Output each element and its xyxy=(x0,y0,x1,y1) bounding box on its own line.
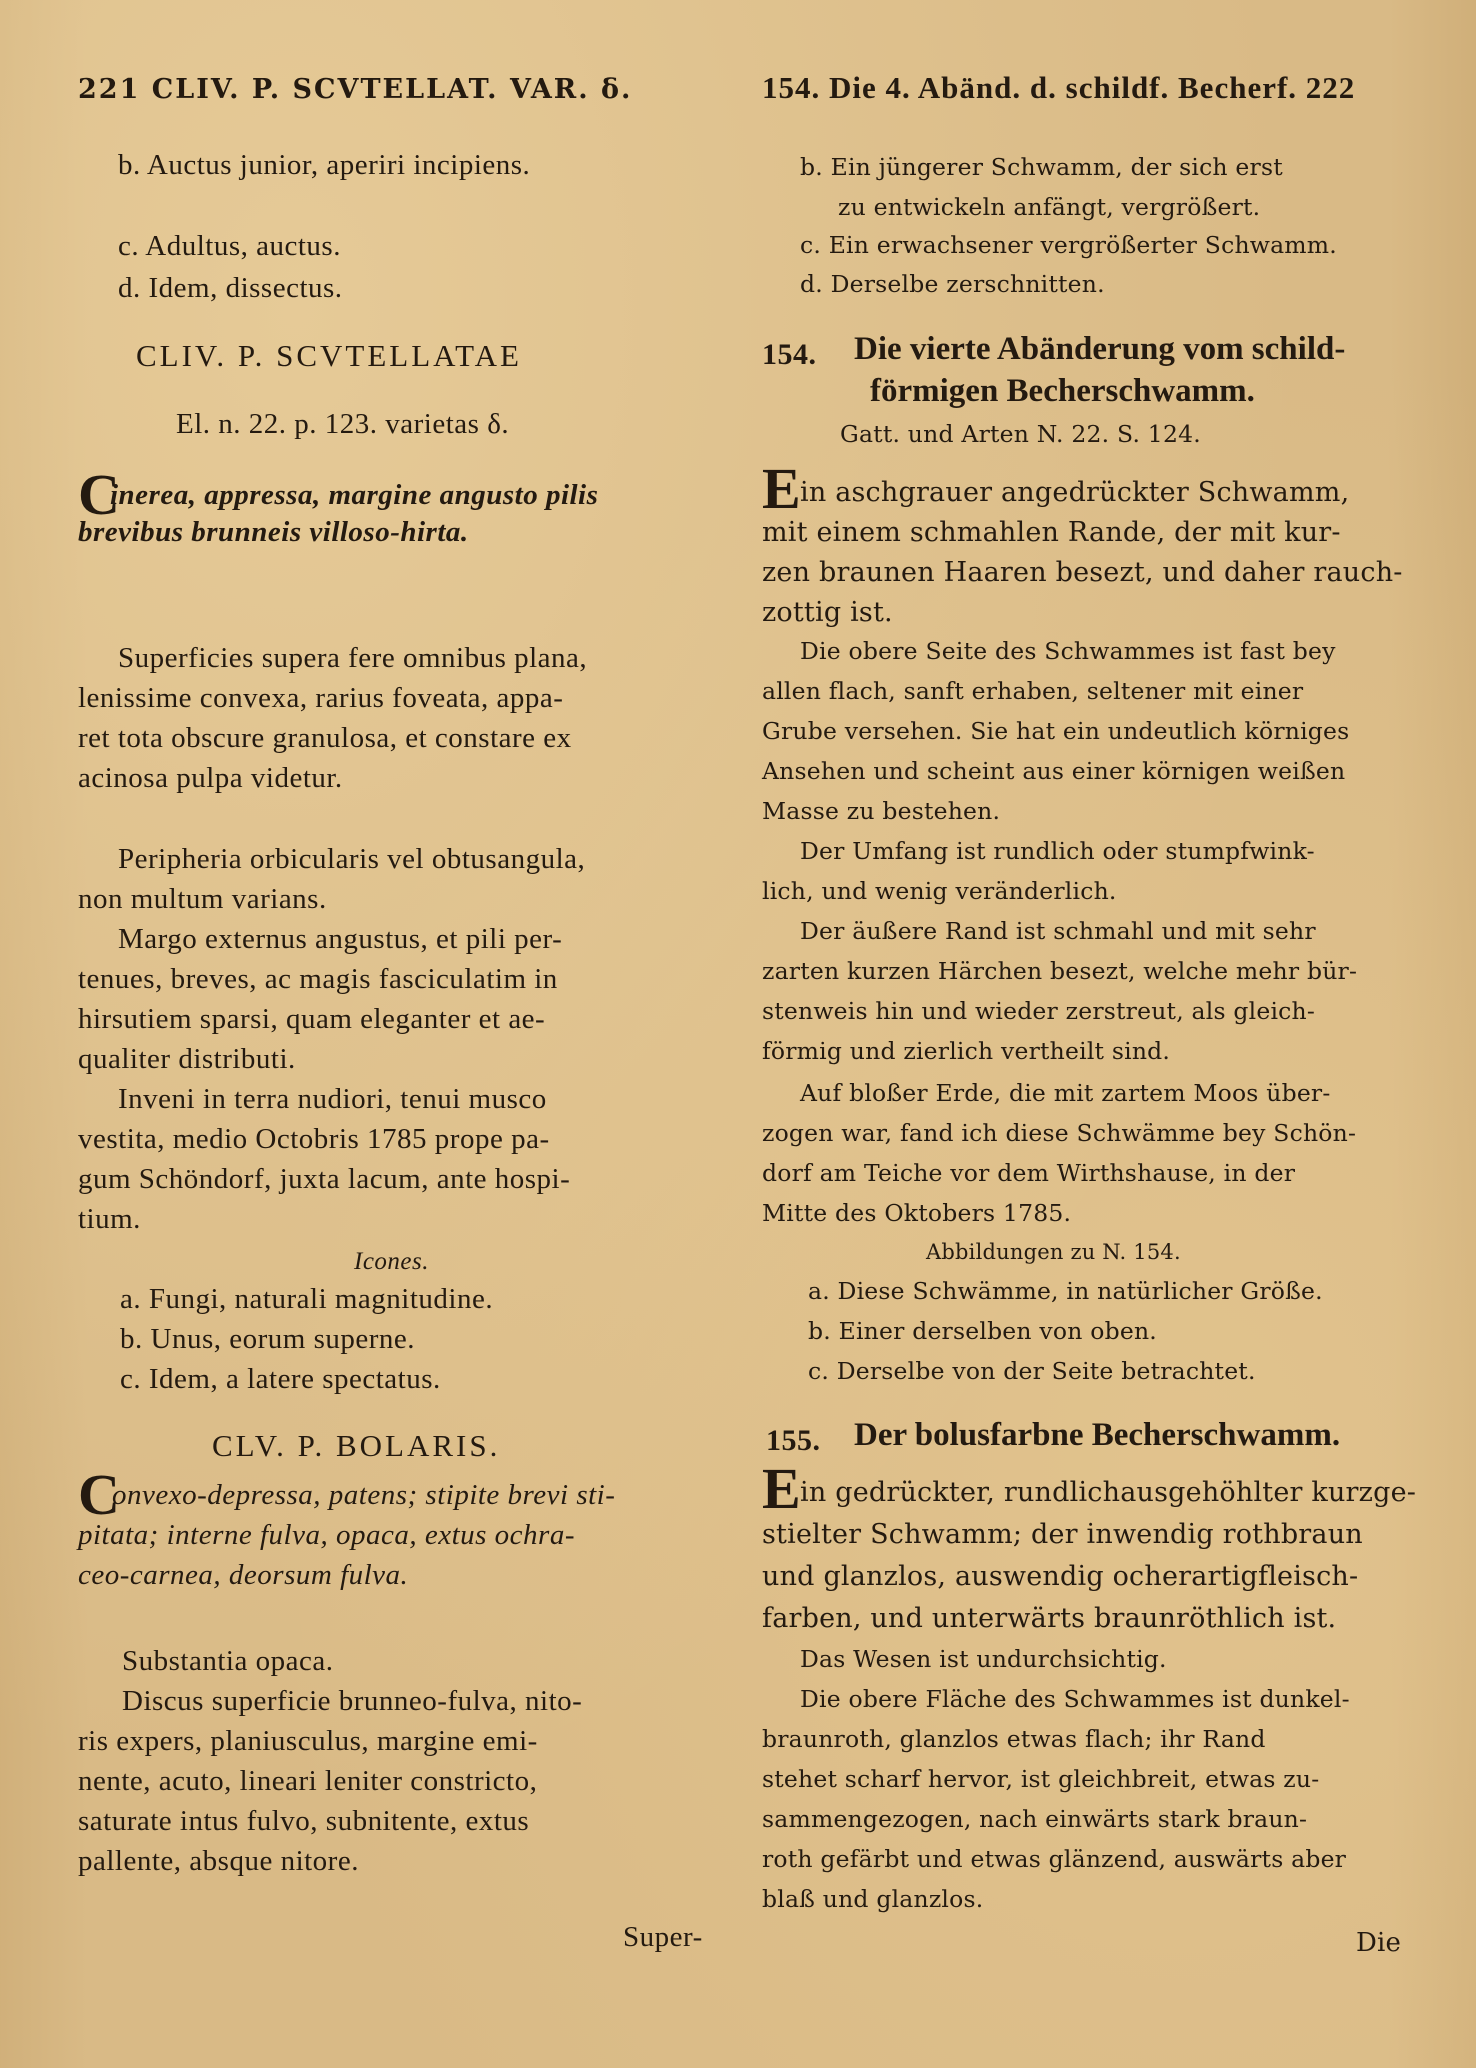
left-item-b: b. Auctus junior, aperiri incipiens. xyxy=(118,149,531,181)
left-icon-item-b: b. Unus, eorum superne. xyxy=(120,1323,416,1355)
right-para4-line3: dorf am Teiche vor dem Wirthshause, in der xyxy=(762,1159,1296,1187)
left-para2-line2: non multum varians. xyxy=(78,883,327,915)
right-sec154-title-line2: förmigen Becherschwamm. xyxy=(870,373,1255,409)
right-para1-line1: Die obere Seite des Schwammes ist fast bey xyxy=(800,637,1336,665)
right-sec155-number: 155. xyxy=(766,1424,821,1457)
right-para3-line2: zarten kurzen Härchen besezt, welche mehr bür- xyxy=(762,957,1358,985)
left-icones-heading: Icones. xyxy=(354,1248,429,1275)
right-para6-line6: blaß und glanzlos. xyxy=(762,1885,984,1913)
left-para6-line3: nente, acuto, lineari leniter constricto, xyxy=(78,1765,538,1797)
right-para5: Das Wesen ist undurchsichtig. xyxy=(800,1645,1167,1673)
left-para1-line4: acinosa pulpa videtur. xyxy=(78,762,343,794)
left-para3-line1: Margo externus angustus, et pili per- xyxy=(118,923,563,955)
right-para6-line1: Die obere Fläche des Schwammes ist dunkel- xyxy=(800,1685,1350,1713)
right-sec154-title-line1: Die vierte Abänderung vom schild- xyxy=(854,331,1346,367)
right-item-b-line2: zu entwickeln anfängt, vergrößert. xyxy=(838,193,1261,221)
right-para3-line3: stenweis hin und wieder zerstreut, als gleich- xyxy=(762,997,1316,1025)
left-para1-line2: lenissime convexa, rarius foveata, appa- xyxy=(78,682,564,714)
left-sec155-diagnosis-3: ceo-carnea, deorsum fulva. xyxy=(78,1559,409,1591)
left-catchword: Super- xyxy=(623,1921,703,1953)
left-sec154-title: CLIV. P. SCVTELLATAE xyxy=(136,338,522,373)
left-para2-line1: Peripheria orbicularis vel obtusangula, xyxy=(118,843,586,875)
right-para1-line5: Masse zu bestehen. xyxy=(762,797,1001,825)
right-para4-line1: Auf bloßer Erde, die mit zartem Moos über- xyxy=(800,1079,1331,1107)
left-sec154-diagnosis-1: inerea, appressa, margine angusto pilis xyxy=(110,479,599,511)
right-sec154-ref: Gatt. und Arten N. 22. S. 124. xyxy=(840,420,1201,448)
left-para5: Substantia opaca. xyxy=(122,1645,334,1677)
right-para3-line1: Der äußere Rand ist schmahl und mit sehr xyxy=(800,917,1316,945)
left-sec155-diagnosis-2: pitata; interne fulva, opaca, extus ochra- xyxy=(78,1519,575,1551)
right-sec155-diagnosis-4: farben, und unterwärts braunröthlich ist. xyxy=(762,1603,1337,1634)
left-running-header: 221 CLIV. P. SCVTELLAT. VAR. δ. xyxy=(78,74,633,105)
right-sec154-diagnosis-4: zottig ist. xyxy=(762,597,893,628)
right-icones-heading: Abbildungen zu N. 154. xyxy=(926,1240,1181,1264)
right-para6-line4: sammengezogen, nach einwärts stark braun- xyxy=(762,1805,1308,1833)
left-para3-line4: qualiter distributi. xyxy=(78,1043,296,1075)
right-icon-item-b: b. Einer derselben von oben. xyxy=(808,1317,1157,1345)
right-item-d: d. Derselbe zerschnitten. xyxy=(800,270,1105,298)
right-sec155-initial: E xyxy=(762,1456,801,1521)
right-sec155-diagnosis-1: in gedrückter, rundlichausgehöhlter kurzge- xyxy=(800,1477,1417,1508)
left-sec155-diagnosis-1: onvexo-depressa, patens; stipite brevi sti- xyxy=(112,1479,616,1511)
right-sec154-number: 154. xyxy=(762,338,817,371)
left-para4-line1: Inveni in terra nudiori, tenui musco xyxy=(118,1083,547,1115)
right-para1-line2: allen flach, sanft erhaben, seltener mit einer xyxy=(762,677,1304,705)
right-para6-line3: stehet scharf hervor, ist gleichbreit, etwas zu- xyxy=(762,1765,1320,1793)
left-para6-line2: ris expers, planiusculus, margine emi- xyxy=(78,1725,538,1757)
left-para1-line3: ret tota obscure granulosa, et constare ex xyxy=(78,722,572,754)
right-para2-line2: lich, und wenig veränderlich. xyxy=(762,877,1117,905)
left-sec155-title: CLV. P. BOLARIS. xyxy=(212,1428,501,1463)
left-item-d: d. Idem, dissectus. xyxy=(118,272,343,304)
left-item-c: c. Adultus, auctus. xyxy=(118,230,341,262)
right-item-b-line1: b. Ein jüngerer Schwamm, der sich erst xyxy=(800,153,1283,181)
left-para1-line1: Superficies supera fere omnibus plana, xyxy=(118,642,588,674)
right-para6-line2: braunroth, glanzlos etwas flach; ihr Rand xyxy=(762,1725,1266,1753)
right-sec154-diagnosis-2: mit einem schmahlen Rande, der mit kur- xyxy=(762,517,1341,548)
right-para2-line1: Der Umfang ist rundlich oder stumpfwink- xyxy=(800,837,1315,865)
right-catchword: Die xyxy=(1356,1928,1402,1958)
right-para3-line4: förmig und zierlich vertheilt sind. xyxy=(762,1037,1171,1065)
left-sec154-diagnosis-2: brevibus brunneis villoso-hirta. xyxy=(78,516,469,548)
right-icon-item-c: c. Derselbe von der Seite betrachtet. xyxy=(808,1357,1256,1385)
left-sec154-ref: El. n. 22. p. 123. varietas δ. xyxy=(176,408,510,440)
right-icon-item-a: a. Diese Schwämme, in natürlicher Größe. xyxy=(808,1277,1323,1305)
right-item-c: c. Ein erwachsener vergrößerter Schwamm. xyxy=(800,231,1337,259)
right-sec154-diagnosis-3: zen braunen Haaren besezt, und daher rauch- xyxy=(762,557,1403,588)
left-para4-line2: vestita, medio Octobris 1785 prope pa- xyxy=(78,1123,550,1155)
left-sec155-initial: C xyxy=(78,1462,120,1527)
left-sec154-initial: C xyxy=(78,462,120,527)
left-para3-line2: tenues, breves, ac magis fasciculatim in xyxy=(78,963,558,995)
left-para3-line3: hirsutiem sparsi, quam eleganter et ae- xyxy=(78,1003,546,1035)
left-icon-item-c: c. Idem, a latere spectatus. xyxy=(120,1363,441,1395)
right-para6-line5: roth gefärbt und etwas glänzend, auswärts aber xyxy=(762,1845,1347,1873)
right-sec154-initial: E xyxy=(762,456,801,521)
right-running-header: 154. Die 4. Abänd. d. schildf. Becherf. 222 xyxy=(762,70,1356,105)
left-para6-line5: pallente, absque nitore. xyxy=(78,1845,359,1877)
left-para6-line4: saturate intus fulvo, subnitente, extus xyxy=(78,1805,530,1837)
right-para4-line2: zogen war, fand ich diese Schwämme bey Schön- xyxy=(762,1119,1357,1147)
right-para1-line3: Grube versehen. Sie hat ein undeutlich körniges xyxy=(762,717,1350,745)
left-para6-line1: Discus superficie brunneo-fulva, nito- xyxy=(122,1685,583,1717)
right-sec154-diagnosis-1: in aschgrauer angedrückter Schwamm, xyxy=(800,477,1350,508)
right-para1-line4: Ansehen und scheint aus einer körnigen weißen xyxy=(762,757,1346,785)
right-sec155-diagnosis-2: stielter Schwamm; der inwendig rothbraun xyxy=(762,1519,1363,1550)
right-para4-line4: Mitte des Oktobers 1785. xyxy=(762,1199,1072,1227)
left-icon-item-a: a. Fungi, naturali magnitudine. xyxy=(120,1283,494,1315)
right-sec155-diagnosis-3: und glanzlos, auswendig ocherartigfleisch- xyxy=(762,1561,1359,1592)
left-para4-line3: gum Schöndorf, juxta lacum, ante hospi- xyxy=(78,1163,571,1195)
left-para4-line4: tium. xyxy=(78,1203,141,1235)
right-sec155-title: Der bolusfarbne Becherschwamm. xyxy=(854,1417,1341,1453)
